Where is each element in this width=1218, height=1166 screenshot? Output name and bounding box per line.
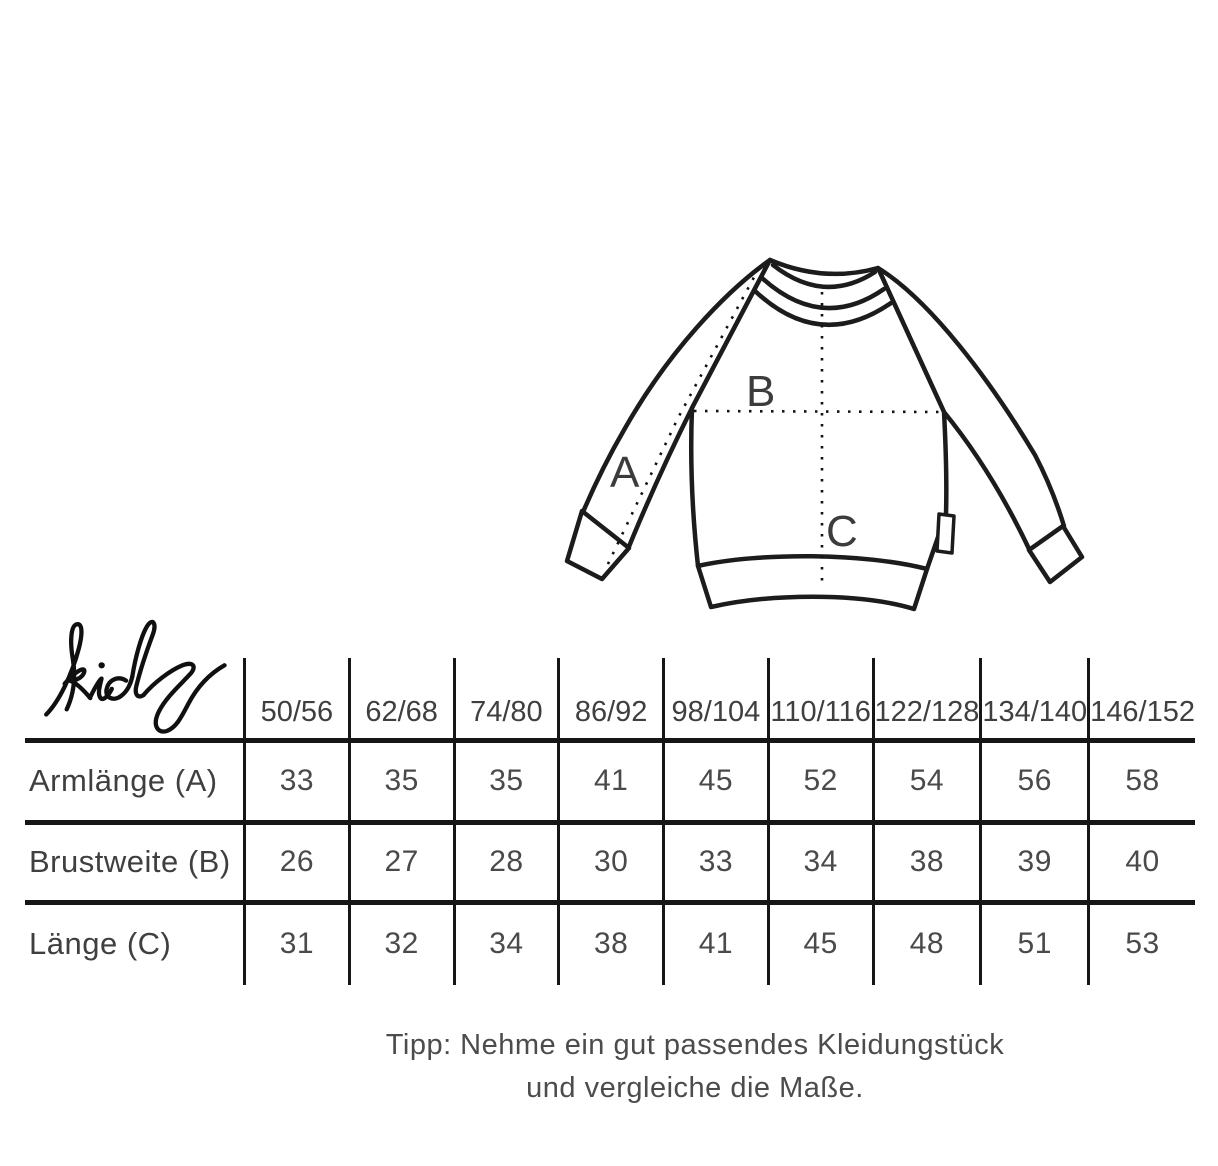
table-cell: 27 [348, 822, 453, 902]
row-label-chest-width: Brustweite (B) [29, 844, 231, 879]
size-header: 62/68 [348, 658, 453, 740]
size-header: 98/104 [662, 658, 767, 740]
table-cell: 35 [348, 740, 453, 822]
table-cell: 40 [1087, 822, 1195, 902]
table-cell: 41 [662, 902, 767, 985]
tip-text [172, 1024, 1218, 1110]
table-cell: 28 [453, 822, 558, 902]
table-cell: 45 [767, 902, 872, 985]
table-cell: 52 [767, 740, 872, 822]
table-cell: 31 [243, 902, 348, 985]
table-cell: 56 [979, 740, 1087, 822]
table-cell: 41 [557, 740, 662, 822]
table-cell: 33 [662, 822, 767, 902]
side-tag [937, 514, 954, 553]
tip-line-2: und vergleiche die Maße. [526, 1072, 864, 1104]
table-cell: 53 [1087, 902, 1195, 985]
table-rule [25, 900, 1195, 905]
size-header: 110/116 [767, 658, 872, 740]
table-cell: 26 [243, 822, 348, 902]
hem-band [698, 556, 927, 609]
table-cell: 32 [348, 902, 453, 985]
table-cell: 34 [453, 902, 558, 985]
size-header: 50/56 [243, 658, 348, 740]
table-cell: 38 [557, 902, 662, 985]
size-header: 134/140 [979, 658, 1087, 740]
table-cell: 54 [872, 740, 980, 822]
table-cell: 38 [872, 822, 980, 902]
size-header: 146/152 [1087, 658, 1195, 740]
table-cell: 48 [872, 902, 980, 985]
size-header: 122/128 [872, 658, 980, 740]
table-cell: 34 [767, 822, 872, 902]
tip-line-1: Tipp: Nehme ein gut passendes Kleidungstück [385, 1029, 1005, 1061]
diagram-label-a: A [610, 448, 641, 497]
table-rule [25, 820, 1195, 825]
row-label-arm-length: Armlänge (A) [29, 763, 218, 798]
size-header: 86/92 [557, 658, 662, 740]
table-cell: 33 [243, 740, 348, 822]
table-cell: 45 [662, 740, 767, 822]
table-cell: 39 [979, 822, 1087, 902]
row-label-length: Länge (C) [29, 925, 172, 961]
logo-spacer-cell [25, 658, 243, 740]
table-rule [25, 738, 1195, 743]
table-cell: 51 [979, 902, 1087, 985]
size-header: 74/80 [453, 658, 558, 740]
table-cell: 35 [453, 740, 558, 822]
diagram-label-b: B [746, 367, 777, 416]
size-table [25, 658, 1195, 985]
table-cell: 58 [1087, 740, 1195, 822]
table-cell: 30 [557, 822, 662, 902]
diagram-label-c: C [826, 507, 859, 556]
sweater-outline [567, 260, 1082, 609]
